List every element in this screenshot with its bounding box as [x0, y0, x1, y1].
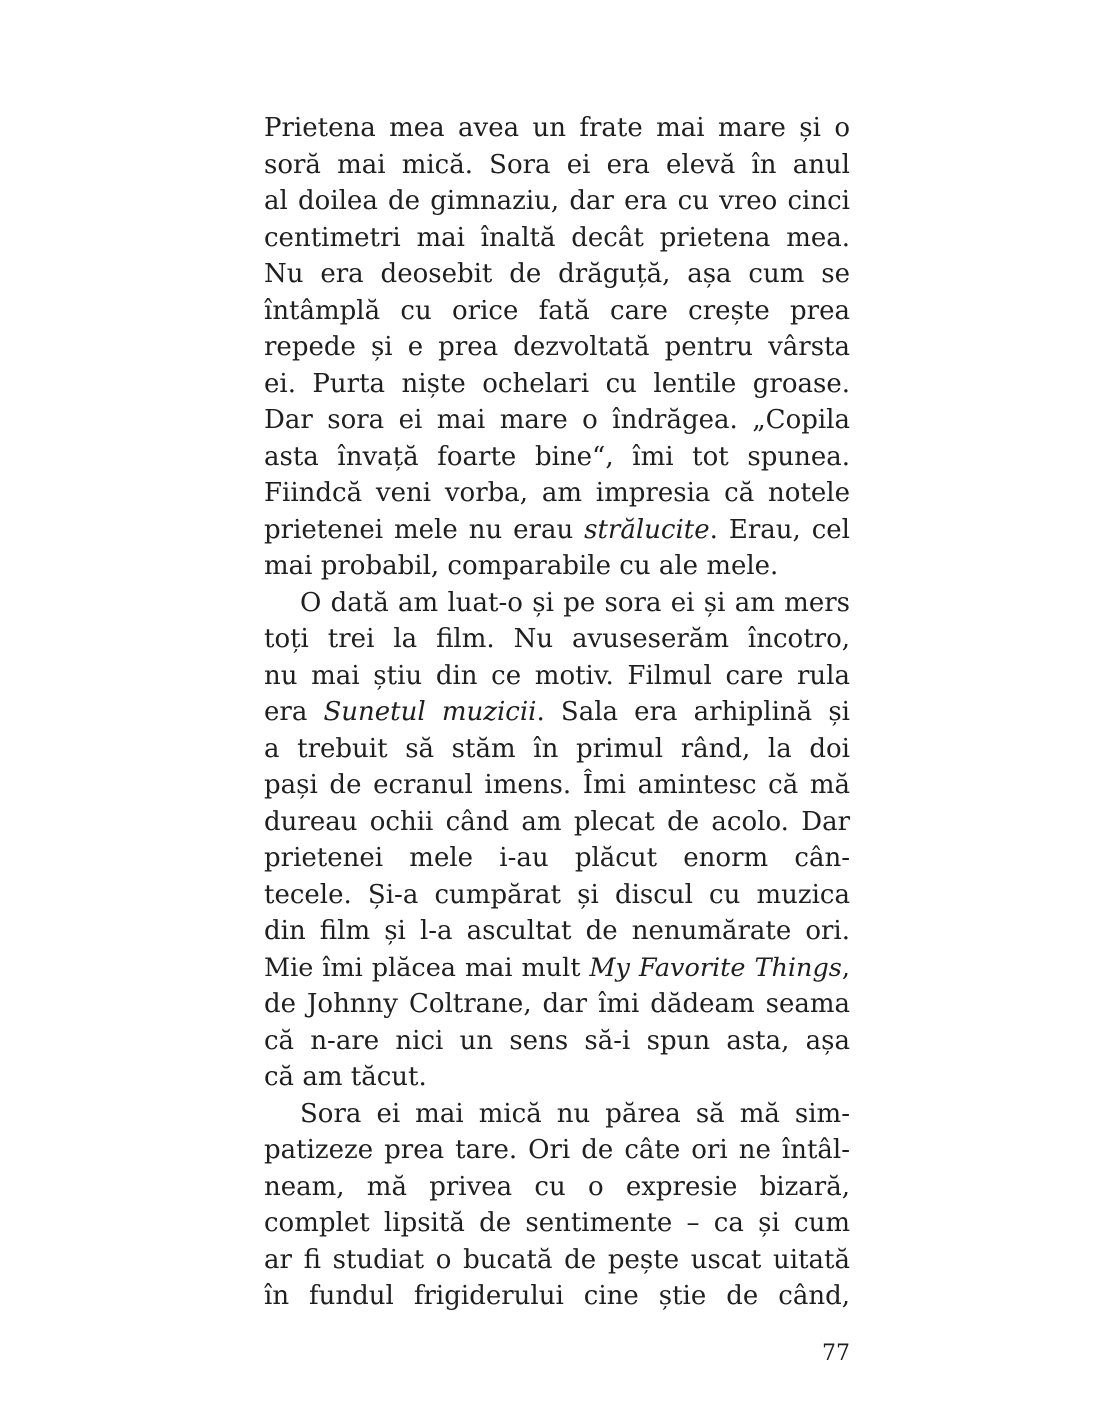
text-line: tecele. Și-a cumpărat și discul cu muzica	[264, 879, 850, 910]
text-run: ,	[841, 952, 850, 983]
text-line: întâmplă cu orice fată care crește prea	[264, 295, 850, 326]
text-line: nu mai știu din ce motiv. Filmul care rula	[264, 660, 850, 691]
text-run: . Sala era arhiplină și	[536, 697, 850, 727]
text-line: centimetri mai înaltă decât prietena mea.	[264, 222, 850, 253]
text-line: din film și l-a ascultat de nenumărate ori.	[264, 916, 850, 946]
text-run: Mie îmi plăcea mai mult	[264, 952, 590, 983]
italic-title: Sunetul muzicii	[323, 697, 537, 727]
text-line	[264, 694, 850, 731]
text-line: pași de ecranul imens. Îmi amintesc că mă	[264, 770, 850, 800]
body-text	[264, 110, 850, 1315]
italic-title: My Favorite Things	[589, 952, 842, 983]
text-line: Nu era deosebit de drăguță, așa cum se	[264, 259, 850, 289]
text-line: soră mai mică. Sora ei era elevă în anul	[264, 149, 850, 180]
text-line: repede și e prea dezvoltată pentru vârsta	[264, 332, 850, 362]
text-run: . Erau, cel	[709, 514, 850, 545]
text-line: complet lipsită de sentimente – ca și cum	[264, 1208, 850, 1238]
text-line: că am tăcut.	[264, 1062, 427, 1092]
text-run: prietenei mele nu erau	[264, 514, 585, 545]
page-number: 77	[822, 1341, 850, 1366]
text-line: al doilea de gimnaziu, dar era cu vreo cinci	[264, 186, 850, 216]
text-line: că n-are nici un sens să-i spun asta, așa	[264, 1025, 850, 1056]
text-line: prietenei mele i-au plăcut enorm cân-	[264, 843, 850, 873]
text-line: toți trei la film. Nu avuseserăm încotro,	[264, 624, 850, 654]
text-run: era	[264, 697, 324, 727]
text-line: mai probabil, comparabile cu ale mele.	[264, 551, 779, 581]
text-line: asta învață foarte bine“, îmi tot spunea.	[264, 441, 850, 472]
text-line: neam, mă privea cu o expresie bizară,	[264, 1171, 850, 1202]
text-line	[264, 950, 850, 987]
text-line: a trebuit să stăm în primul rând, la doi	[264, 733, 850, 764]
text-line: de Johnny Coltrane, dar îmi dădeam seama	[264, 989, 850, 1019]
text-line: patizeze prea tare. Ori de câte ori ne întâl-	[264, 1135, 850, 1165]
text-line	[264, 512, 850, 549]
text-line: ar fi studiat o bucată de pește uscat uitată	[264, 1244, 850, 1275]
text-line: în fundul frigiderului cine știe de când,	[264, 1281, 850, 1311]
text-line: dureau ochii când am plecat de acolo. Dar	[264, 806, 850, 837]
text-line: ei. Purta niște ochelari cu lentile groase.	[264, 368, 850, 399]
text-line: O dată am luat-o și pe sora ei și am mers	[300, 587, 850, 618]
text-line: Sora ei mai mică nu părea să mă sim-	[300, 1098, 850, 1129]
italic-title: strălucite	[584, 514, 710, 545]
text-line: Prietena mea avea un frate mai mare și o	[264, 113, 850, 143]
text-line: Fiindcă veni vorba, am impresia că notele	[264, 478, 850, 508]
text-line: Dar sora ei mai mare o îndrăgea. „Copila	[264, 405, 850, 435]
